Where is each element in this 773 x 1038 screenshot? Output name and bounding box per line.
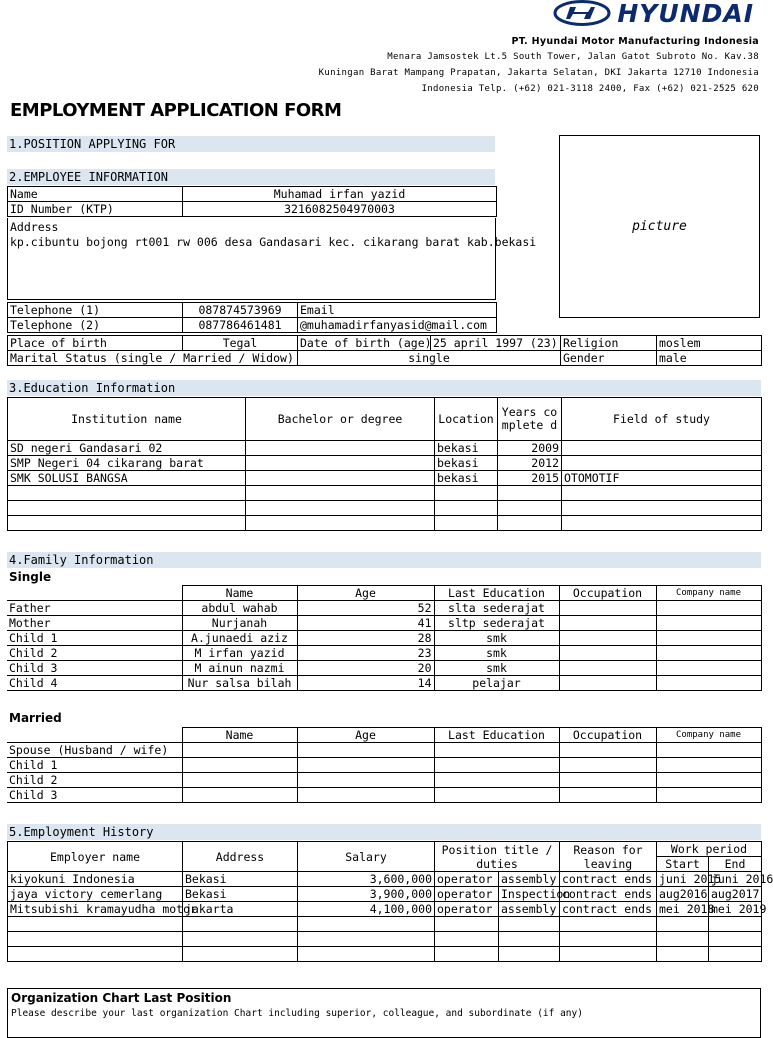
company-phone: Indonesia Telp. (+62) 021-3118 2400, Fax (+62) 021-2525 620 bbox=[421, 84, 759, 94]
employment-table bbox=[7, 841, 773, 962]
edu-years-cell[interactable] bbox=[498, 486, 562, 501]
table-row bbox=[8, 456, 762, 471]
family-relation-cell: Child 1 bbox=[7, 758, 182, 773]
emp-header-position: Position title / duties bbox=[435, 842, 560, 872]
family-age-cell[interactable]: 20 bbox=[297, 661, 434, 676]
family-relation-cell: Child 4 bbox=[7, 676, 182, 691]
single-header-education: Last Education bbox=[434, 586, 559, 601]
org-chart-box[interactable] bbox=[7, 988, 761, 1038]
edu-header-location: Location bbox=[435, 398, 498, 441]
section-education: 3.Education Information bbox=[7, 380, 761, 396]
marital-field[interactable]: single bbox=[298, 351, 561, 366]
family-name-cell[interactable]: M ainun nazmi bbox=[182, 661, 297, 676]
single-header-name: Name bbox=[182, 586, 297, 601]
family-relation-cell: Spouse (Husband / wife) bbox=[7, 743, 182, 758]
company-name: PT. Hyundai Motor Manufacturing Indonesia bbox=[511, 36, 759, 47]
edu-location-cell[interactable]: bekasi bbox=[435, 471, 498, 486]
emp-position-cell[interactable]: operator bbox=[435, 902, 499, 917]
family-empty-cell[interactable] bbox=[434, 758, 559, 773]
emp-position-cell[interactable] bbox=[435, 917, 499, 932]
section-employee-info: 2.EMPLOYEE INFORMATION bbox=[7, 169, 495, 185]
edu-field-cell[interactable] bbox=[562, 516, 762, 531]
family-company-cell[interactable] bbox=[656, 646, 761, 661]
tel2-label: Telephone (2) bbox=[8, 318, 183, 333]
brand-wordmark: HYUNDAI bbox=[617, 0, 754, 28]
emp-address-cell[interactable] bbox=[183, 947, 298, 962]
tel1-field[interactable]: 087874573969 bbox=[183, 303, 298, 318]
edu-field-cell[interactable] bbox=[562, 486, 762, 501]
single-header-occupation: Occupation bbox=[559, 586, 656, 601]
family-age-cell[interactable]: 52 bbox=[297, 601, 434, 616]
family-education-cell[interactable]: smk bbox=[434, 631, 559, 646]
edu-location-cell[interactable]: bekasi bbox=[435, 456, 498, 471]
edu-institution-cell[interactable]: SMP Negeri 04 cikarang barat bbox=[8, 456, 246, 471]
emp-position-cell[interactable] bbox=[435, 932, 499, 947]
edu-institution-cell[interactable] bbox=[8, 501, 246, 516]
table-row bbox=[8, 872, 762, 887]
edu-header-degree: Bachelor or degree bbox=[246, 398, 435, 441]
emp-salary-cell[interactable]: 3,600,000 bbox=[298, 872, 435, 887]
family-age-cell[interactable]: 14 bbox=[297, 676, 434, 691]
table-row bbox=[7, 676, 761, 691]
table-row bbox=[8, 902, 762, 917]
family-occupation-cell[interactable] bbox=[559, 676, 656, 691]
family-married-label: Married bbox=[9, 711, 62, 725]
form-title: EMPLOYMENT APPLICATION FORM bbox=[10, 100, 342, 121]
emp-start-cell[interactable] bbox=[657, 917, 709, 932]
edu-years-cell[interactable]: 2012 bbox=[498, 456, 562, 471]
edu-degree-cell[interactable] bbox=[246, 501, 435, 516]
edu-header-years: Years complete d bbox=[498, 398, 562, 441]
table-row bbox=[8, 947, 762, 962]
emp-duties-cell[interactable]: assembly bbox=[499, 872, 560, 887]
emp-header-reason: Reason for leaving bbox=[560, 842, 657, 872]
hyundai-emblem-icon bbox=[553, 0, 611, 26]
family-empty-cell[interactable] bbox=[182, 773, 297, 788]
table-row bbox=[7, 616, 761, 631]
emp-employer-cell[interactable] bbox=[8, 947, 183, 962]
employee-info-table bbox=[7, 186, 497, 217]
gender-field[interactable]: male bbox=[657, 351, 762, 366]
company-address-line1: Menara Jamsostek Lt.5 South Tower, Jalan Gatot Subroto No. Kav.38 bbox=[387, 52, 759, 62]
family-occupation-cell[interactable] bbox=[559, 601, 656, 616]
emp-salary-cell[interactable] bbox=[298, 932, 435, 947]
family-married-table bbox=[7, 727, 762, 803]
table-row bbox=[8, 516, 762, 531]
emp-duties-cell[interactable]: Inspection bbox=[499, 887, 560, 902]
emp-employer-cell[interactable]: jaya victory cemerlang bbox=[8, 887, 183, 902]
emp-reason-cell[interactable] bbox=[560, 932, 657, 947]
edu-degree-cell[interactable] bbox=[246, 516, 435, 531]
family-empty-cell[interactable] bbox=[297, 788, 434, 803]
family-company-cell[interactable] bbox=[656, 676, 761, 691]
family-occupation-cell[interactable] bbox=[559, 661, 656, 676]
org-chart-desc: Please describe your last organization Chart including superior, colleague, and subordinate (if any) bbox=[11, 1008, 583, 1019]
table-row bbox=[8, 486, 762, 501]
family-relation-cell: Child 2 bbox=[7, 773, 182, 788]
emp-reason-cell[interactable] bbox=[560, 917, 657, 932]
name-label: Name bbox=[8, 187, 183, 202]
family-empty-cell[interactable] bbox=[182, 788, 297, 803]
family-company-cell[interactable] bbox=[656, 631, 761, 646]
emp-end-cell[interactable]: mei 2019 bbox=[709, 902, 762, 917]
edu-years-cell[interactable]: 2015 bbox=[498, 471, 562, 486]
emp-reason-cell[interactable]: contract ends bbox=[560, 902, 657, 917]
education-table bbox=[7, 397, 762, 531]
edu-degree-cell[interactable] bbox=[246, 471, 435, 486]
id-field[interactable]: 3216082504970003 bbox=[183, 202, 497, 217]
emp-start-cell[interactable] bbox=[657, 947, 709, 962]
emp-header-period: Work period bbox=[657, 842, 762, 857]
married-header-education: Last Education bbox=[434, 728, 559, 743]
emp-address-cell[interactable]: jakarta bbox=[183, 902, 298, 917]
emp-header-salary: Salary bbox=[298, 842, 435, 872]
email-field[interactable]: @muhamadirfanyasid@mail.com bbox=[298, 318, 497, 333]
family-name-cell[interactable]: M irfan yazid bbox=[182, 646, 297, 661]
address-field: kp.cibuntu bojong rt001 rw 006 desa Gandasari kec. cikarang barat kab.bekasi bbox=[10, 235, 537, 249]
company-address-line2: Kuningan Barat Mampang Prapatan, Jakarta Selatan, DKI Jakarta 12710 Indonesia bbox=[318, 68, 759, 78]
emp-address-cell[interactable] bbox=[183, 917, 298, 932]
edu-institution-cell[interactable] bbox=[8, 486, 246, 501]
email-label: Email bbox=[298, 303, 497, 318]
emp-salary-cell[interactable] bbox=[298, 947, 435, 962]
married-header-occupation: Occupation bbox=[559, 728, 656, 743]
emp-start-cell[interactable]: mei 2018 bbox=[657, 902, 709, 917]
family-empty-cell[interactable] bbox=[297, 773, 434, 788]
table-row bbox=[7, 788, 761, 803]
table-row bbox=[7, 758, 761, 773]
family-education-cell[interactable]: sltp sederajat bbox=[434, 616, 559, 631]
family-relation-cell: Child 2 bbox=[7, 646, 182, 661]
emp-position-cell[interactable] bbox=[435, 947, 499, 962]
edu-field-cell[interactable] bbox=[562, 501, 762, 516]
contact-table bbox=[7, 302, 497, 333]
married-header-age: Age bbox=[297, 728, 434, 743]
edu-degree-cell[interactable] bbox=[246, 441, 435, 456]
religion-field[interactable]: moslem bbox=[657, 336, 762, 351]
emp-reason-cell[interactable] bbox=[560, 947, 657, 962]
family-education-cell[interactable]: smk bbox=[434, 646, 559, 661]
family-relation-cell: Child 3 bbox=[7, 788, 182, 803]
emp-duties-cell[interactable]: assembly bbox=[499, 902, 560, 917]
emp-address-cell[interactable] bbox=[183, 932, 298, 947]
family-relation-cell: Father bbox=[7, 601, 182, 616]
emp-employer-cell[interactable]: Mitsubishi kramayudha motor bbox=[8, 902, 183, 917]
emp-header-employer: Employer name bbox=[8, 842, 183, 872]
family-empty-cell[interactable] bbox=[559, 773, 656, 788]
emp-address-cell[interactable]: Bekasi bbox=[183, 872, 298, 887]
family-empty-cell[interactable] bbox=[559, 758, 656, 773]
married-header-name: Name bbox=[182, 728, 297, 743]
emp-reason-cell[interactable]: contract ends bbox=[560, 887, 657, 902]
emp-employer-cell[interactable] bbox=[8, 917, 183, 932]
emp-end-cell[interactable]: aug2017 bbox=[709, 887, 762, 902]
org-chart-title: Organization Chart Last Position bbox=[11, 991, 232, 1005]
photo-box[interactable] bbox=[559, 135, 760, 318]
pob-field[interactable]: Tegal bbox=[183, 336, 298, 351]
table-row bbox=[8, 917, 762, 932]
family-relation-cell: Child 3 bbox=[7, 661, 182, 676]
family-empty-cell[interactable] bbox=[656, 758, 761, 773]
family-age-cell[interactable]: 28 bbox=[297, 631, 434, 646]
family-empty-cell[interactable] bbox=[656, 773, 761, 788]
religion-label: Religion bbox=[561, 336, 657, 351]
family-education-cell[interactable]: slta sederajat bbox=[434, 601, 559, 616]
family-empty-cell[interactable] bbox=[559, 788, 656, 803]
table-row bbox=[7, 773, 761, 788]
edu-location-cell[interactable]: bekasi bbox=[435, 441, 498, 456]
emp-duties-cell[interactable] bbox=[499, 932, 560, 947]
family-occupation-cell[interactable] bbox=[559, 646, 656, 661]
family-empty-cell[interactable] bbox=[559, 743, 656, 758]
id-label: ID Number (KTP) bbox=[8, 202, 183, 217]
family-empty-cell[interactable] bbox=[297, 743, 434, 758]
edu-institution-cell[interactable]: SD negeri Gandasari 02 bbox=[8, 441, 246, 456]
emp-start-cell[interactable] bbox=[657, 932, 709, 947]
tel1-label: Telephone (1) bbox=[8, 303, 183, 318]
section-position-applying: 1.POSITION APPLYING FOR bbox=[7, 136, 495, 152]
table-row bbox=[8, 887, 762, 902]
table-row bbox=[8, 441, 762, 456]
family-single-label: Single bbox=[9, 570, 52, 584]
family-empty-cell[interactable] bbox=[434, 743, 559, 758]
edu-location-cell[interactable] bbox=[435, 516, 498, 531]
emp-employer-cell[interactable] bbox=[8, 932, 183, 947]
family-company-cell[interactable] bbox=[656, 616, 761, 631]
family-empty-cell[interactable] bbox=[182, 758, 297, 773]
pob-label: Place of birth bbox=[8, 336, 183, 351]
table-row bbox=[8, 501, 762, 516]
family-empty-cell[interactable] bbox=[434, 773, 559, 788]
photo-label: picture bbox=[632, 219, 687, 234]
address-block[interactable] bbox=[7, 218, 537, 300]
emp-salary-cell[interactable]: 4,100,000 bbox=[298, 902, 435, 917]
family-name-cell[interactable]: abdul wahab bbox=[182, 601, 297, 616]
emp-address-cell[interactable]: Bekasi bbox=[183, 887, 298, 902]
tel2-field[interactable]: 087786461481 bbox=[183, 318, 298, 333]
emp-duties-cell[interactable] bbox=[499, 947, 560, 962]
family-empty-cell[interactable] bbox=[434, 788, 559, 803]
emp-reason-cell[interactable]: contract ends bbox=[560, 872, 657, 887]
family-name-cell[interactable]: A.junaedi aziz bbox=[182, 631, 297, 646]
dob-field[interactable]: 25 april 1997 (23) bbox=[431, 336, 561, 351]
edu-location-cell[interactable] bbox=[435, 501, 498, 516]
family-empty-cell[interactable] bbox=[297, 758, 434, 773]
edu-field-cell[interactable] bbox=[562, 456, 762, 471]
emp-start-cell[interactable]: aug2016 bbox=[657, 887, 709, 902]
edu-degree-cell[interactable] bbox=[246, 456, 435, 471]
edu-field-cell[interactable] bbox=[562, 441, 762, 456]
edu-header-institution: Institution name bbox=[8, 398, 246, 441]
single-header-company: Company name bbox=[656, 586, 761, 601]
family-single-table bbox=[7, 585, 762, 691]
married-header-company: Company name bbox=[656, 728, 761, 743]
address-label: Address bbox=[10, 220, 59, 234]
family-empty-cell[interactable] bbox=[656, 788, 761, 803]
family-company-cell[interactable] bbox=[656, 661, 761, 676]
family-education-cell[interactable]: smk bbox=[434, 661, 559, 676]
family-relation-cell: Child 1 bbox=[7, 631, 182, 646]
emp-end-cell[interactable]: juni 2016 bbox=[709, 872, 762, 887]
edu-years-cell[interactable]: 2009 bbox=[498, 441, 562, 456]
family-name-cell[interactable]: Nur salsa bilah bbox=[182, 676, 297, 691]
table-row bbox=[7, 661, 761, 676]
family-relation-cell: Mother bbox=[7, 616, 182, 631]
edu-institution-cell[interactable]: SMK SOLUSI BANGSA bbox=[8, 471, 246, 486]
table-row bbox=[7, 743, 761, 758]
family-occupation-cell[interactable] bbox=[559, 631, 656, 646]
table-row bbox=[7, 631, 761, 646]
family-education-cell[interactable]: pelajar bbox=[434, 676, 559, 691]
family-age-cell[interactable]: 23 bbox=[297, 646, 434, 661]
edu-degree-cell[interactable] bbox=[246, 486, 435, 501]
emp-end-cell[interactable] bbox=[709, 947, 762, 962]
family-empty-cell[interactable] bbox=[182, 743, 297, 758]
family-name-cell[interactable]: Nurjanah bbox=[182, 616, 297, 631]
edu-years-cell[interactable] bbox=[498, 501, 562, 516]
table-row bbox=[8, 932, 762, 947]
emp-salary-cell[interactable] bbox=[298, 917, 435, 932]
single-header-age: Age bbox=[297, 586, 434, 601]
family-company-cell[interactable] bbox=[656, 601, 761, 616]
name-field[interactable]: Muhamad irfan yazid bbox=[183, 187, 497, 202]
emp-position-cell[interactable]: operator bbox=[435, 887, 499, 902]
emp-start-cell[interactable]: juni 2015 bbox=[657, 872, 709, 887]
section-family: 4.Family Information bbox=[7, 552, 761, 568]
family-occupation-cell[interactable] bbox=[559, 616, 656, 631]
dob-label: Date of birth (age) bbox=[298, 336, 431, 351]
edu-field-cell[interactable]: OTOMOTIF bbox=[562, 471, 762, 486]
marital-label: Marital Status (single / Married / Widow) bbox=[8, 351, 298, 366]
edu-location-cell[interactable] bbox=[435, 486, 498, 501]
personal-table bbox=[7, 335, 762, 366]
emp-duties-cell[interactable] bbox=[499, 917, 560, 932]
edu-header-field: Field of study bbox=[562, 398, 762, 441]
emp-header-address: Address bbox=[183, 842, 298, 872]
hyundai-logo bbox=[553, 0, 754, 26]
table-row bbox=[8, 471, 762, 486]
table-row bbox=[7, 601, 761, 616]
emp-position-cell[interactable]: operator bbox=[435, 872, 499, 887]
gender-label: Gender bbox=[561, 351, 657, 366]
emp-employer-cell[interactable]: kiyokuni Indonesia bbox=[8, 872, 183, 887]
emp-salary-cell[interactable]: 3,900,000 bbox=[298, 887, 435, 902]
family-empty-cell[interactable] bbox=[656, 743, 761, 758]
emp-header-start: Start bbox=[657, 857, 709, 872]
emp-end-cell[interactable] bbox=[709, 932, 762, 947]
section-employment: 5.Employment History bbox=[7, 824, 761, 840]
edu-institution-cell[interactable] bbox=[8, 516, 246, 531]
family-age-cell[interactable]: 41 bbox=[297, 616, 434, 631]
emp-header-end: End bbox=[709, 857, 762, 872]
table-row bbox=[7, 646, 761, 661]
emp-end-cell[interactable] bbox=[709, 917, 762, 932]
edu-years-cell[interactable] bbox=[498, 516, 562, 531]
